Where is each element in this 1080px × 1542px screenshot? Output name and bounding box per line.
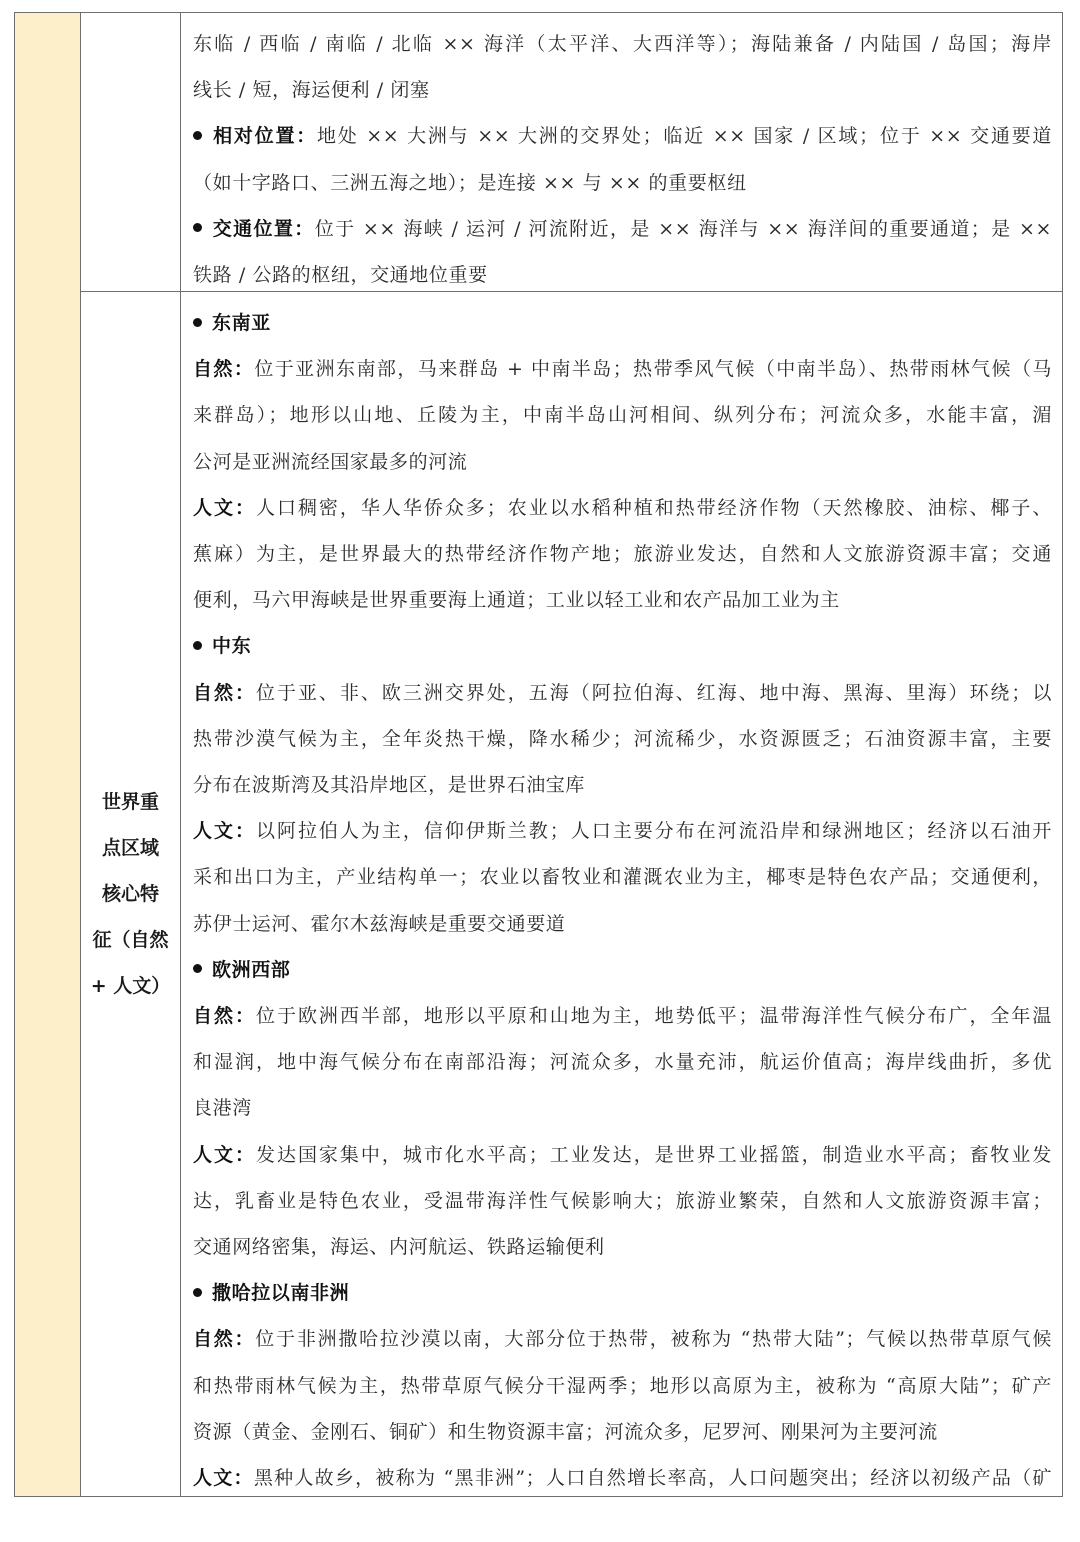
bullet-item-traffic-location [193, 206, 1052, 252]
content-cell-regions [181, 292, 1062, 1496]
text-line [193, 1132, 1052, 1178]
item-label: 交通位置： [212, 217, 315, 240]
human-label: 人文： [193, 1467, 254, 1490]
text-line: 铁路 / 公路的枢纽，交通地位重要 [193, 264, 488, 287]
category-label [86, 779, 176, 1009]
region-heading-southeast-asia [193, 300, 1052, 346]
text-line: 东临 / 西临 / 南临 / 北临 ×× 海洋（太平洋、大西洋等）；海陆兼备 / 内陆国 / 岛国；海岸 [193, 33, 1052, 55]
natural-text: 位于非洲撒哈拉沙漠以南，大部分位于热带，被称为 “热带大陆”；气候以热带草原气候 [255, 1328, 1052, 1351]
text-line: 达，乳畜业是特色农业，受温带海洋性气候影响大；旅游业繁荣，自然和人文旅游资源丰富； [193, 1189, 1052, 1212]
text-line: 苏伊士运河、霍尔木兹海峡是重要交通要道 [193, 912, 566, 935]
bullet-icon [193, 223, 202, 232]
human-label: 人文： [193, 820, 256, 843]
category-cell-empty [81, 13, 181, 291]
text-line: 来群岛）；地形以山地、丘陵为主，中南半岛山河相间、纵列分布；河流众多，水能丰富，湄 [193, 404, 1052, 427]
text-line: 交通网络密集，海运、内河航运、铁路运输便利 [193, 1236, 605, 1259]
text-line: 和湿润，地中海气候分布在南部沿海；河流众多，水量充沛，航运价值高；海岸线曲折，多优 [193, 1051, 1052, 1074]
human-text: 发达国家集中，城市化水平高；工业发达，是世界工业摇篮，制造业水平高；畜牧业发 [255, 1143, 1052, 1166]
geography-table [14, 12, 1063, 1497]
text-line: 和热带雨林气候为主，热带草原气候分干湿两季；地形以高原为主，被称为 “高原大陆”；矿产 [193, 1374, 1052, 1397]
table-row-world-regions [81, 292, 1062, 1496]
region-name: 东南亚 [212, 312, 271, 334]
text-line: 蕉麻）为主，是世界最大的热带经济作物产地；旅游业发达，自然和人文旅游资源丰富；交通 [193, 543, 1052, 566]
category-label-line: 点区域 [101, 837, 159, 859]
text-line: 便利，马六甲海峡是世界重要海上通道；工业以轻工业和农产品加工业为主 [193, 589, 840, 612]
text-line [193, 1316, 1052, 1362]
bullet-icon [193, 131, 202, 140]
natural-label: 自然： [193, 358, 255, 381]
natural-text: 位于亚、非、欧三洲交界处，五海（阿拉伯海、红海、地中海、黑海、里海）环绕；以 [255, 681, 1052, 704]
human-text: 人口稠密，华人华侨众多；农业以水稻种植和热带经济作物（天然橡胶、油棕、椰子、 [255, 496, 1052, 519]
item-text: 地处 ×× 大洲与 ×× 大洲的交界处；临近 ×× 国家 / 区域；位于 ×× 交通要道 [316, 125, 1052, 148]
text-line: 良港湾 [193, 1097, 252, 1120]
text-line: 热带沙漠气候为主，全年炎热干燥，降水稀少；河流稀少，水资源匮乏；石油资源丰富，主要 [193, 727, 1052, 750]
text-line [193, 993, 1052, 1039]
bullet-icon [193, 1288, 202, 1297]
category-label-line: + 人文） [90, 975, 171, 997]
natural-label: 自然： [193, 681, 256, 704]
region-name: 中东 [212, 635, 252, 658]
region-name: 撒哈拉以南非洲 [212, 1282, 350, 1305]
bullet-icon [193, 318, 202, 327]
human-text: 黑种人故乡，被称为 “黑非洲”；人口自然增长率高，人口问题突出；经济以初级产品（矿 [253, 1467, 1052, 1490]
region-heading-sub-saharan-africa [193, 1270, 1052, 1316]
category-cell [81, 292, 181, 1496]
natural-label: 自然： [193, 1005, 256, 1028]
text-line [193, 1455, 1052, 1501]
human-label: 人文： [193, 496, 256, 519]
region-name: 欧洲西部 [212, 958, 291, 981]
text-line [193, 485, 1052, 531]
natural-text: 位于亚洲东南部，马来群岛 + 中南半岛；热带季风气候（中南半岛）、热带雨林气候（马 [254, 358, 1052, 381]
item-text: 位于 ×× 海峡 / 运河 / 河流附近，是 ×× 海洋与 ×× 海洋间的重要通道；是 ×× [314, 217, 1052, 240]
table-accent-column [15, 13, 81, 1496]
text-line: 资源（黄金、金刚石、铜矿）和生物资源丰富；河流众多，尼罗河、刚果河为主要河流 [193, 1420, 938, 1443]
text-line [193, 670, 1052, 716]
text-line: 公河是亚洲流经国家最多的河流 [193, 450, 468, 473]
natural-text: 位于欧洲西半部，地形以平原和山地为主，地势低平；温带海洋性气候分布广，全年温 [255, 1005, 1052, 1028]
bullet-icon [193, 641, 202, 650]
human-text: 以阿拉伯人为主，信仰伊斯兰教；人口主要分布在河流沿岸和绿洲地区；经济以石油开 [255, 820, 1052, 843]
category-label-line: 核心特 [101, 883, 159, 905]
text-line: 采和出口为主，产业结构单一；农业以畜牧业和灌溉农业为主，椰枣是特色农产品；交通便利， [193, 866, 1052, 889]
table-row-location [81, 13, 1062, 292]
region-heading-western-europe [193, 947, 1052, 993]
bullet-item-relative-location [193, 113, 1052, 159]
text-line: 分布在波斯湾及其沿岸地区，是世界石油宝库 [193, 774, 586, 797]
human-label: 人文： [193, 1143, 256, 1166]
category-label-line: 征（自然 [92, 929, 169, 951]
natural-label: 自然： [193, 1328, 256, 1351]
category-label-line: 世界重 [101, 791, 159, 813]
text-line [193, 346, 1052, 392]
text-line: 线长 / 短，海运便利 / 闭塞 [193, 79, 430, 102]
region-heading-middle-east [193, 623, 1052, 669]
bullet-icon [193, 964, 202, 973]
item-label: 相对位置： [212, 125, 317, 148]
content-cell-location [181, 13, 1062, 291]
text-line [193, 808, 1052, 854]
text-line: （如十字路口、三洲五海之地）；是连接 ×× 与 ×× 的重要枢纽 [193, 171, 747, 194]
